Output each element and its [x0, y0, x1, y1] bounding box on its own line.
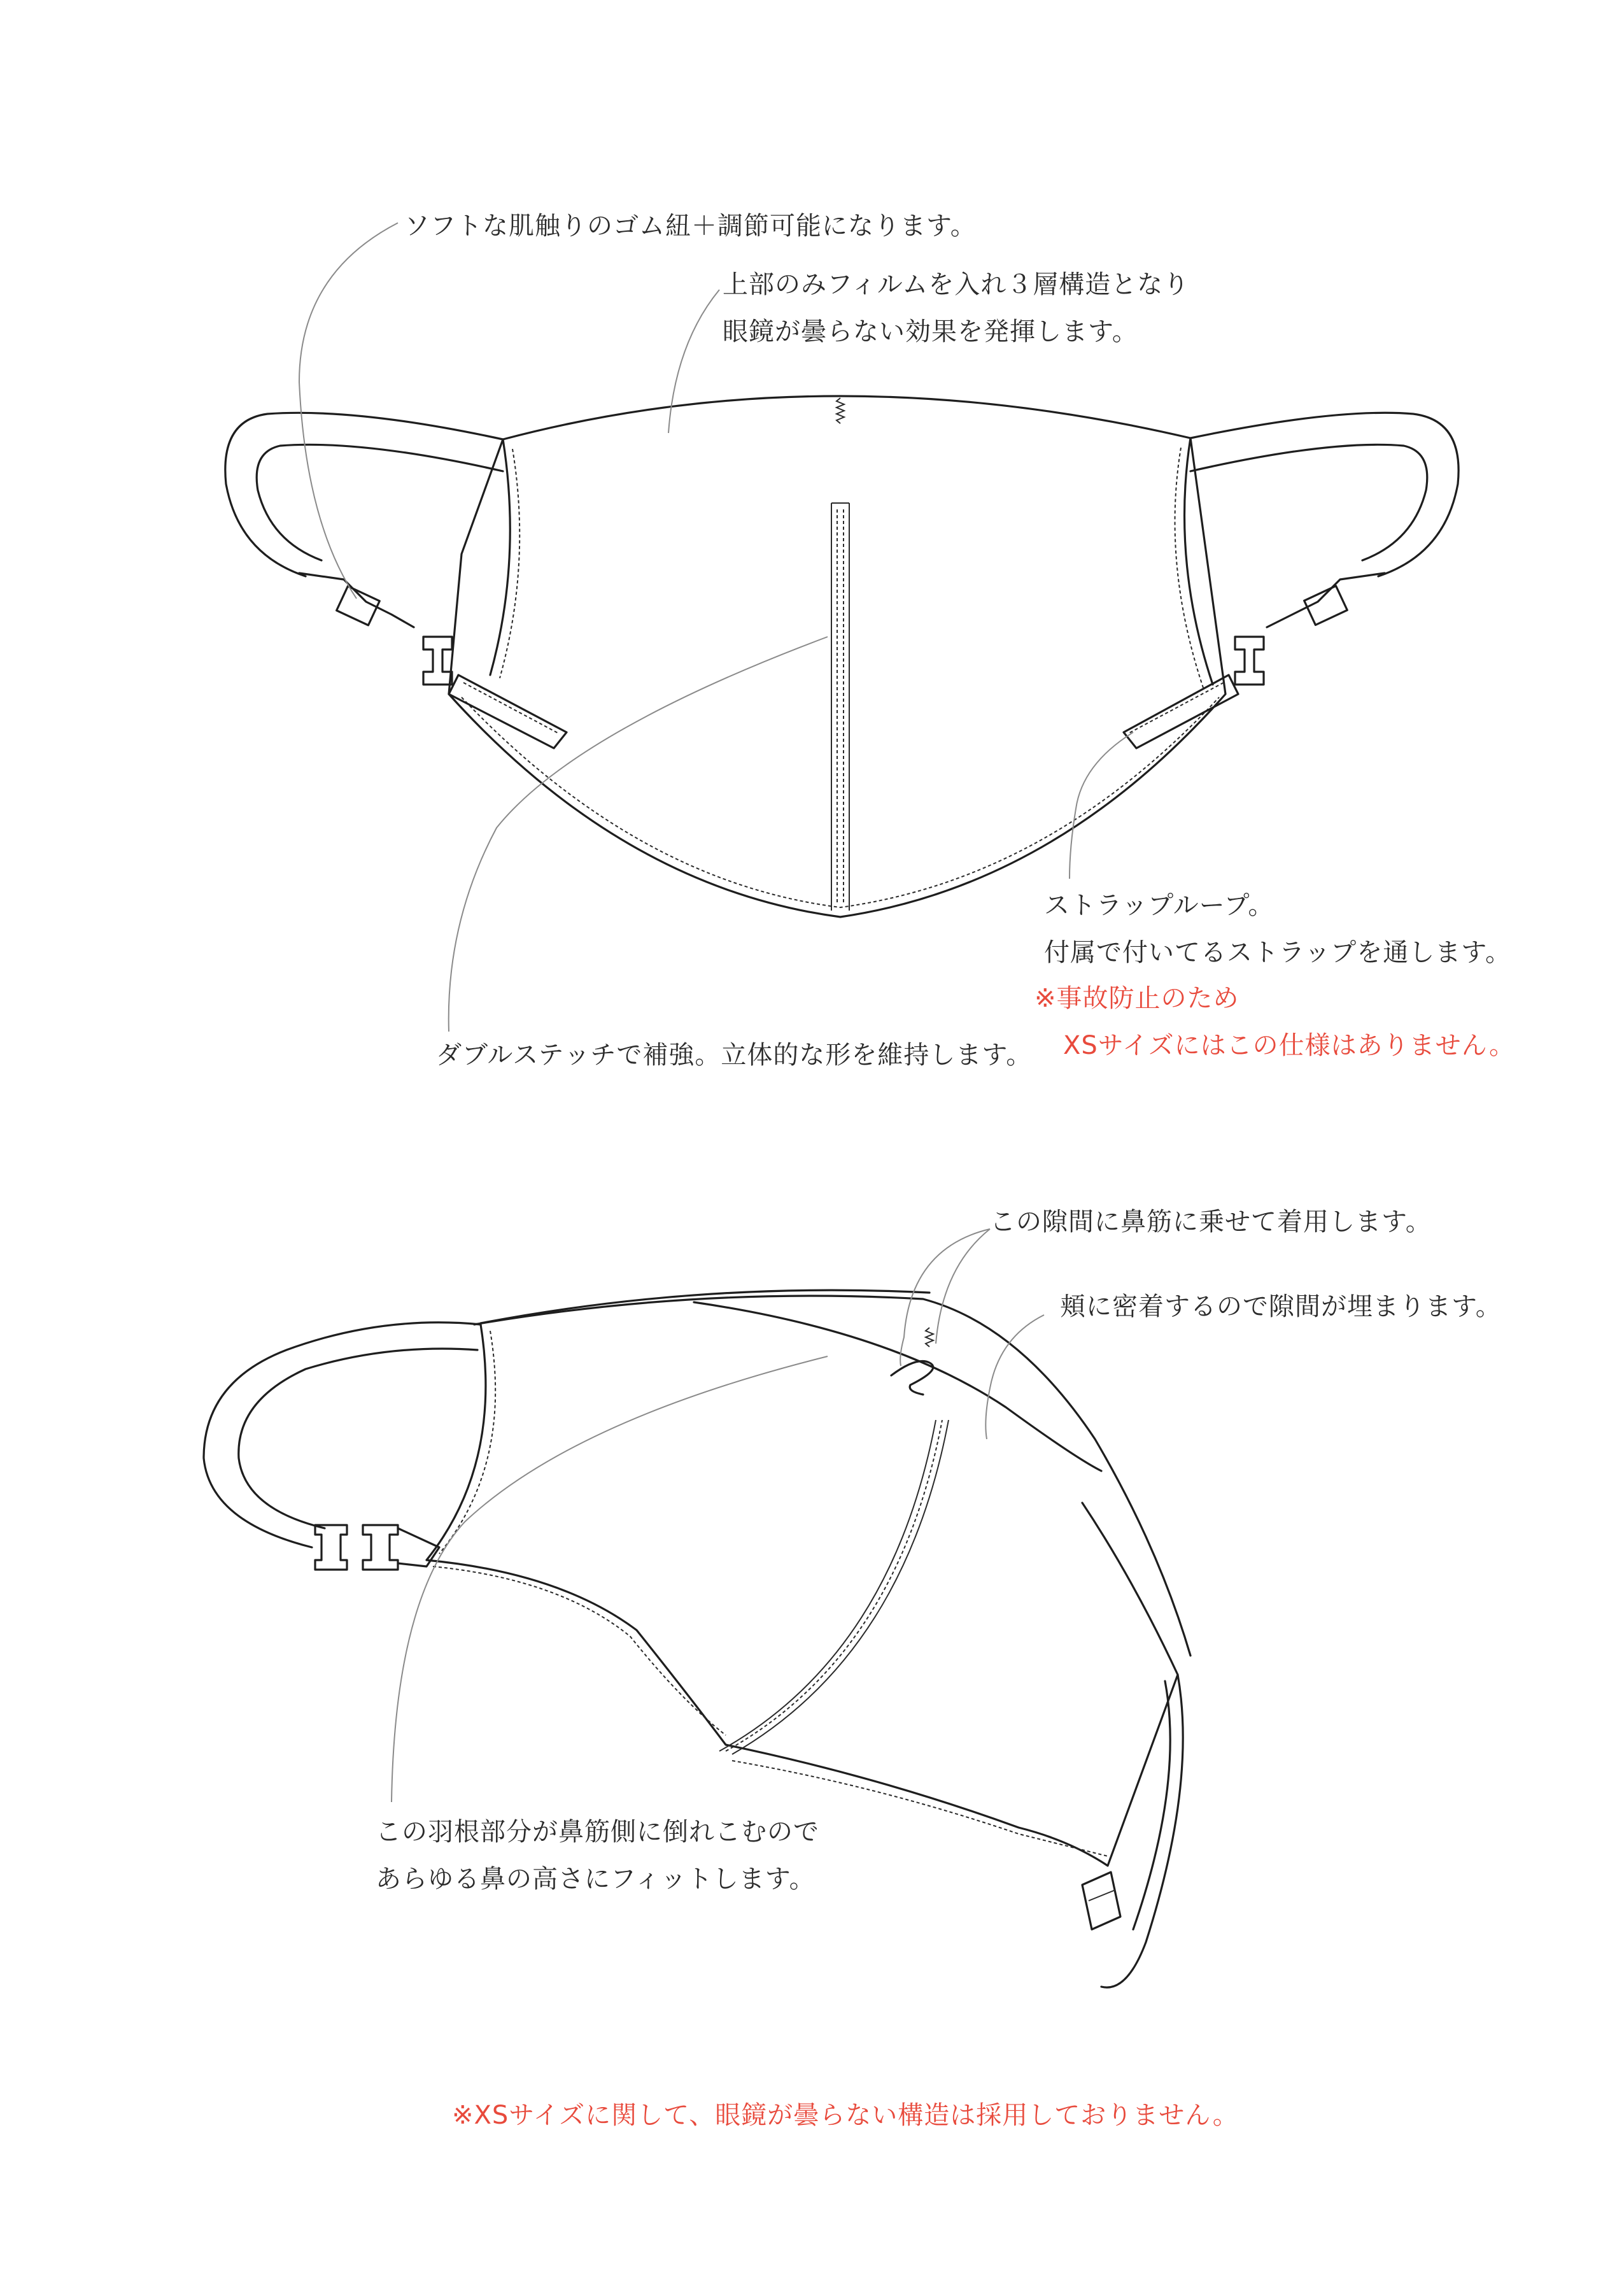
side-ear-loop-right: [1101, 1675, 1183, 1987]
film-callout: [723, 261, 1189, 355]
footer-note: [452, 2092, 1239, 2139]
cheek-fit-callout: [1060, 1283, 1502, 1330]
wing-callout-line-1: この羽根部分が鼻筋側に倒れこむので: [376, 1817, 819, 1847]
top-zigzag: [837, 398, 844, 423]
cheek-fit-text: 頬に密着するので隙間が埋まります。: [1060, 1292, 1502, 1321]
wing-callout: [376, 1808, 819, 1903]
elastic-callout: [404, 202, 977, 250]
strap-loop-warning: [1034, 975, 1515, 1069]
strap-loop-line-1: ストラップループ。: [1044, 891, 1274, 920]
film-callout-line-2: 眼鏡が曇らない効果を発揮します。: [723, 317, 1138, 346]
wing-callout-line-2: あらゆる鼻の高さにフィットします。: [376, 1864, 816, 1894]
adjuster-left: [423, 637, 452, 685]
nose-gap-notch: [891, 1361, 933, 1395]
strap-loop-right: [1124, 675, 1238, 748]
mask-side-outline: [474, 1296, 1190, 1656]
strap-loop-line-2: 付属で付いてるストラップを通します。: [1044, 938, 1511, 967]
adjuster-right: [1235, 637, 1264, 685]
strap-loop-callout: [1044, 882, 1511, 976]
side-center-seam: [719, 1420, 949, 1754]
nose-gap-text: この隙間に鼻筋に乗せて着用します。: [990, 1207, 1432, 1237]
nose-gap-callout: [990, 1198, 1432, 1246]
center-seam: [831, 503, 849, 911]
strap-loop-warning-line-2: XSサイズにはこの仕様はありません。: [1063, 1031, 1515, 1060]
footer-note-text: ※XSサイズに関して、眼鏡が曇らない構造は採用しておりません。: [452, 2101, 1239, 2130]
elastic-callout-text: ソフトな肌触りのゴム紐＋調節可能になります。: [404, 211, 977, 241]
nose-edge: [694, 1302, 1101, 1471]
strap-loop-warning-line-1: ※事故防止のため: [1034, 984, 1239, 1013]
leader-lines: [299, 223, 1133, 1802]
ear-loop-right: [1190, 413, 1458, 576]
mask-front-view: [225, 396, 1458, 917]
side-ear-loop-left: [204, 1323, 481, 1547]
strap-loop-left: [449, 675, 567, 748]
side-adjuster-left: [315, 1525, 398, 1570]
side-adjuster-right: [1082, 1872, 1120, 1929]
double-stitch-callout: [436, 1032, 1032, 1079]
double-stitch-text: ダブルステッチで補強。立体的な形を維持します。: [436, 1040, 1033, 1070]
film-callout-line-1: 上部のみフィルムを入れ３層構造となり: [723, 270, 1190, 299]
